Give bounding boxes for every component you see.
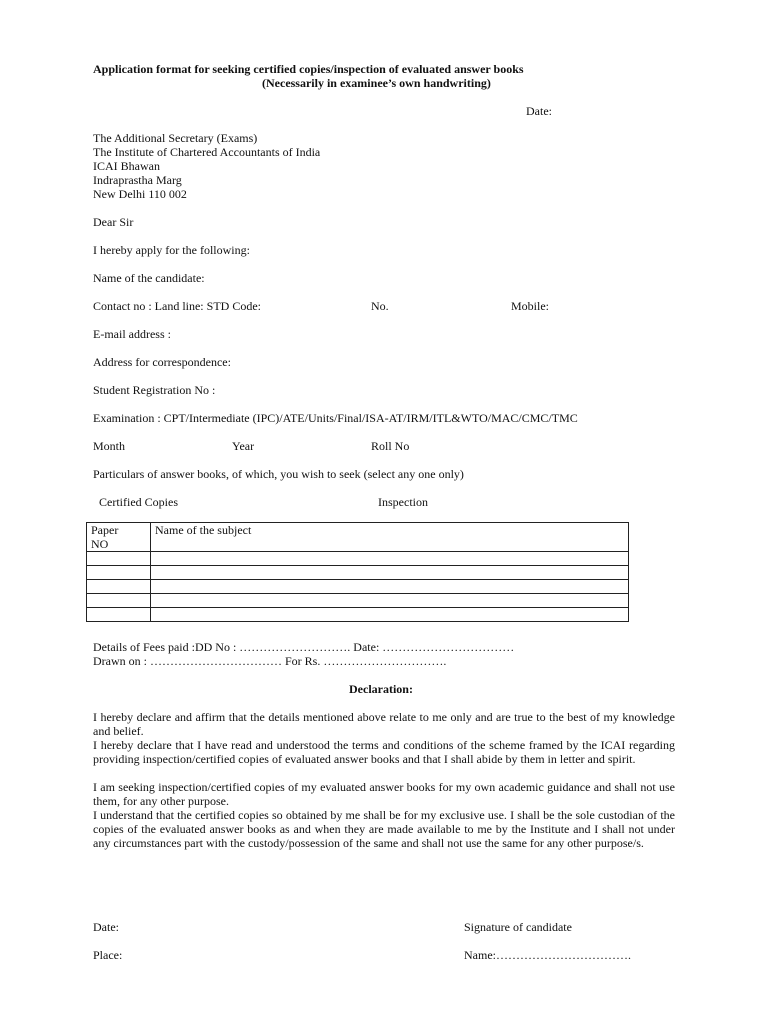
table-row [87, 594, 629, 608]
table-cell [151, 594, 629, 608]
subject-table [86, 522, 629, 622]
address-line-1: The Additional Secretary (Exams) [93, 131, 258, 145]
paper-no-header [87, 523, 151, 552]
table-cell [151, 552, 629, 566]
table-cell [151, 566, 629, 580]
table-cell [87, 552, 151, 566]
table-row [87, 608, 629, 622]
table-cell [87, 594, 151, 608]
contact-label: Contact no : Land line: STD Code: [93, 299, 261, 313]
address-line-3: ICAI Bhawan [93, 159, 160, 173]
candidate-name-label: Name of the candidate: [93, 271, 205, 285]
address-label: Address for correspondence: [93, 355, 231, 369]
intro-text: I hereby apply for the following: [93, 243, 250, 257]
table-row [87, 566, 629, 580]
particulars-label: Particulars of answer books, of which, you wish to seek (select any one only) [93, 467, 464, 481]
subject-name-header: Name of the subject [151, 523, 629, 552]
year-label: Year [232, 439, 255, 453]
date-label-top: Date: [526, 104, 552, 118]
table-row [87, 552, 629, 566]
address-line-5: New Delhi 110 002 [93, 187, 187, 201]
declaration-paragraph-4: I understand that the certified copies so obtained by me shall be for my exclusive use. I shall be the sole custodian of the copies of the evaluated answer books as and when they are made available to me by the Institute and I shall not under any circumstances part with the custody/possession of the same and shall not use the same for any other purpose/s. [93, 808, 675, 850]
footer-place-label: Place: [93, 948, 123, 962]
form-subtitle: (Necessarily in examinee’s own handwriting) [262, 76, 491, 90]
name-label: Name:……………………………. [464, 948, 631, 962]
signature-label: Signature of candidate [464, 920, 572, 934]
examination-label: Examination : CPT/Intermediate (IPC)/ATE/Units/Final/ISA-AT/IRM/ITL&WTO/MAC/CMC/TMC [93, 411, 578, 425]
inspection-option: Inspection [378, 495, 428, 509]
salutation: Dear Sir [93, 215, 134, 229]
table-header-row [87, 523, 629, 552]
paper-header-line-2: NO [91, 537, 109, 551]
table-row [87, 580, 629, 594]
registration-label: Student Registration No : [93, 383, 216, 397]
table-cell [151, 608, 629, 622]
declaration-heading: Declaration: [349, 682, 413, 696]
certified-copies-option: Certified Copies [99, 495, 178, 509]
declaration-paragraph-3: I am seeking inspection/certified copies of my evaluated answer books for my own academic guidance and shall not use them, for any other purpose. [93, 780, 675, 808]
table-cell [87, 580, 151, 594]
address-line-2: The Institute of Chartered Accountants of India [93, 145, 321, 159]
declaration-paragraph-2: I hereby declare that I have read and understood the terms and conditions of the scheme framed by the ICAI regarding providing inspection/certified copies of evaluated answer books and that I shall abide by them in letter and spirit. [93, 738, 675, 766]
contact-no-label: No. [371, 299, 389, 313]
declaration-paragraph-1: I hereby declare and affirm that the details mentioned above relate to me only and are true to the best of my knowledge and belief. [93, 710, 675, 738]
footer-date-label: Date: [93, 920, 119, 934]
table-cell [151, 580, 629, 594]
paper-header-line-1: Paper [91, 523, 119, 537]
mobile-label: Mobile: [511, 299, 549, 313]
roll-no-label: Roll No [371, 439, 410, 453]
table-cell [87, 566, 151, 580]
fees-line-1: Details of Fees paid :DD No : ………………………. Date: …………………………… [93, 640, 515, 654]
fees-line-2: Drawn on : …………………………… For Rs. …………………………. [93, 654, 447, 668]
month-label: Month [93, 439, 126, 453]
form-title: Application format for seeking certified copies/inspection of evaluated answer books [93, 62, 524, 76]
address-line-4: Indraprastha Marg [93, 173, 182, 187]
email-label: E-mail address : [93, 327, 171, 341]
table-cell [87, 608, 151, 622]
